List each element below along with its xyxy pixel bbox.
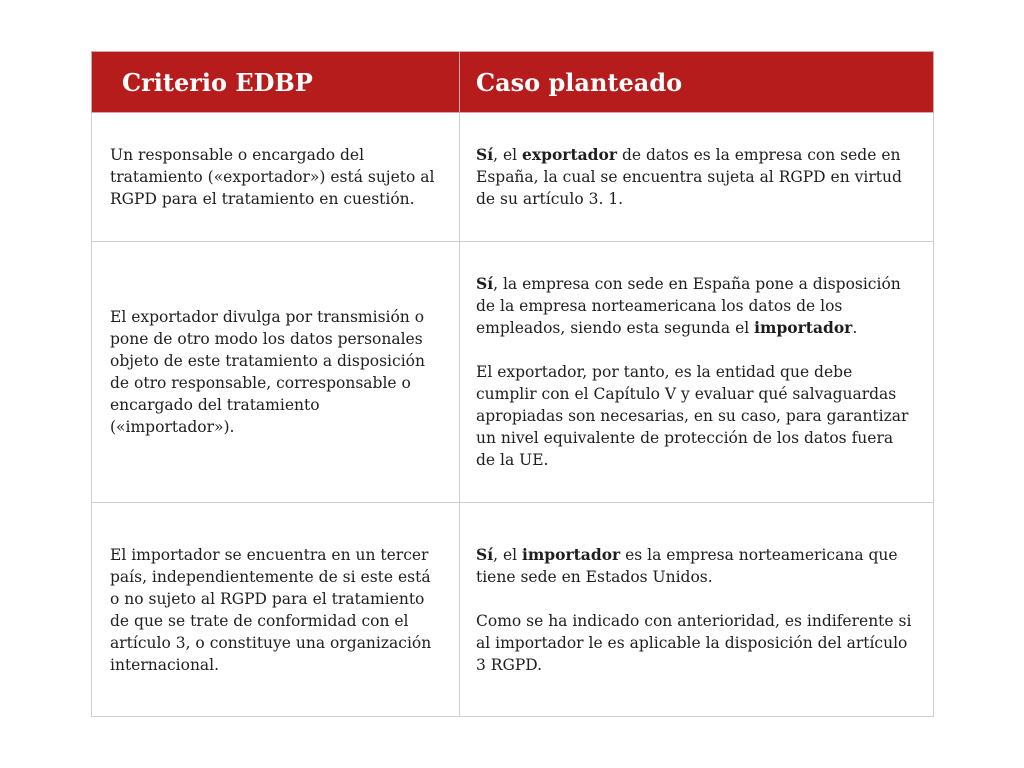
yes-label: Sí <box>476 145 494 164</box>
table-header-row <box>92 52 934 113</box>
case-paragraph <box>476 273 915 339</box>
criterion-cell: El importador se encuentra en un tercer país, independientemente de si este está o no sujeto al RGPD para el tratamiento de que se trate de conformidad con el artículo 3, o constituye una organización internacional. <box>92 503 460 717</box>
case-paragraph: El exportador, por tanto, es la entidad que debe cumplir con el Capítulo V y evaluar qué salvaguardas apropiadas son necesarias, en su caso, para garantizar un nivel equivalente de protección de los datos fuera de la UE. <box>476 363 909 469</box>
case-text: . <box>852 319 858 337</box>
case-text: , el <box>493 146 523 164</box>
header-criterio: Criterio EDBP <box>92 52 460 113</box>
role-term: exportador <box>522 145 618 164</box>
case-paragraph <box>476 544 915 588</box>
role-term: importador <box>754 318 853 337</box>
case-text: , la empresa con sede en España pone a disposición de la empresa norteamericana los datos de los empleados, siendo esta segunda el <box>476 275 901 337</box>
case-cell <box>460 503 934 717</box>
case-text: es la empresa norteamericana que tiene sede en Estados Unidos. <box>476 545 898 586</box>
case-paragraph <box>476 144 915 210</box>
yes-label: Sí <box>476 274 494 293</box>
table-row <box>92 503 934 717</box>
yes-label: Sí <box>476 544 494 564</box>
case-text: , el <box>493 545 523 564</box>
table-row <box>92 242 934 503</box>
role-term: importador <box>522 544 621 564</box>
table-row <box>92 113 934 242</box>
case-cell <box>460 242 934 503</box>
criterion-cell: El exportador divulga por transmisión o pone de otro modo los datos personales objeto de este tratamiento a disposición de otro responsable, corresponsable o encargado del tratamiento («importador»). <box>92 242 460 503</box>
case-cell <box>460 113 934 242</box>
criterion-cell: Un responsable o encargado del tratamiento («exportador») está sujeto al RGPD para el tratamiento en cuestión. <box>92 113 460 242</box>
header-caso: Caso planteado <box>460 52 934 113</box>
comparison-table <box>91 51 934 717</box>
case-text: de datos es la empresa con sede en España, la cual se encuentra sujeta al RGPD en virtud de su artículo 3. 1. <box>476 146 902 208</box>
case-paragraph: Como se ha indicado con anterioridad, es indiferente si al importador le es aplicable la disposición del artículo 3 RGPD. <box>476 611 912 674</box>
